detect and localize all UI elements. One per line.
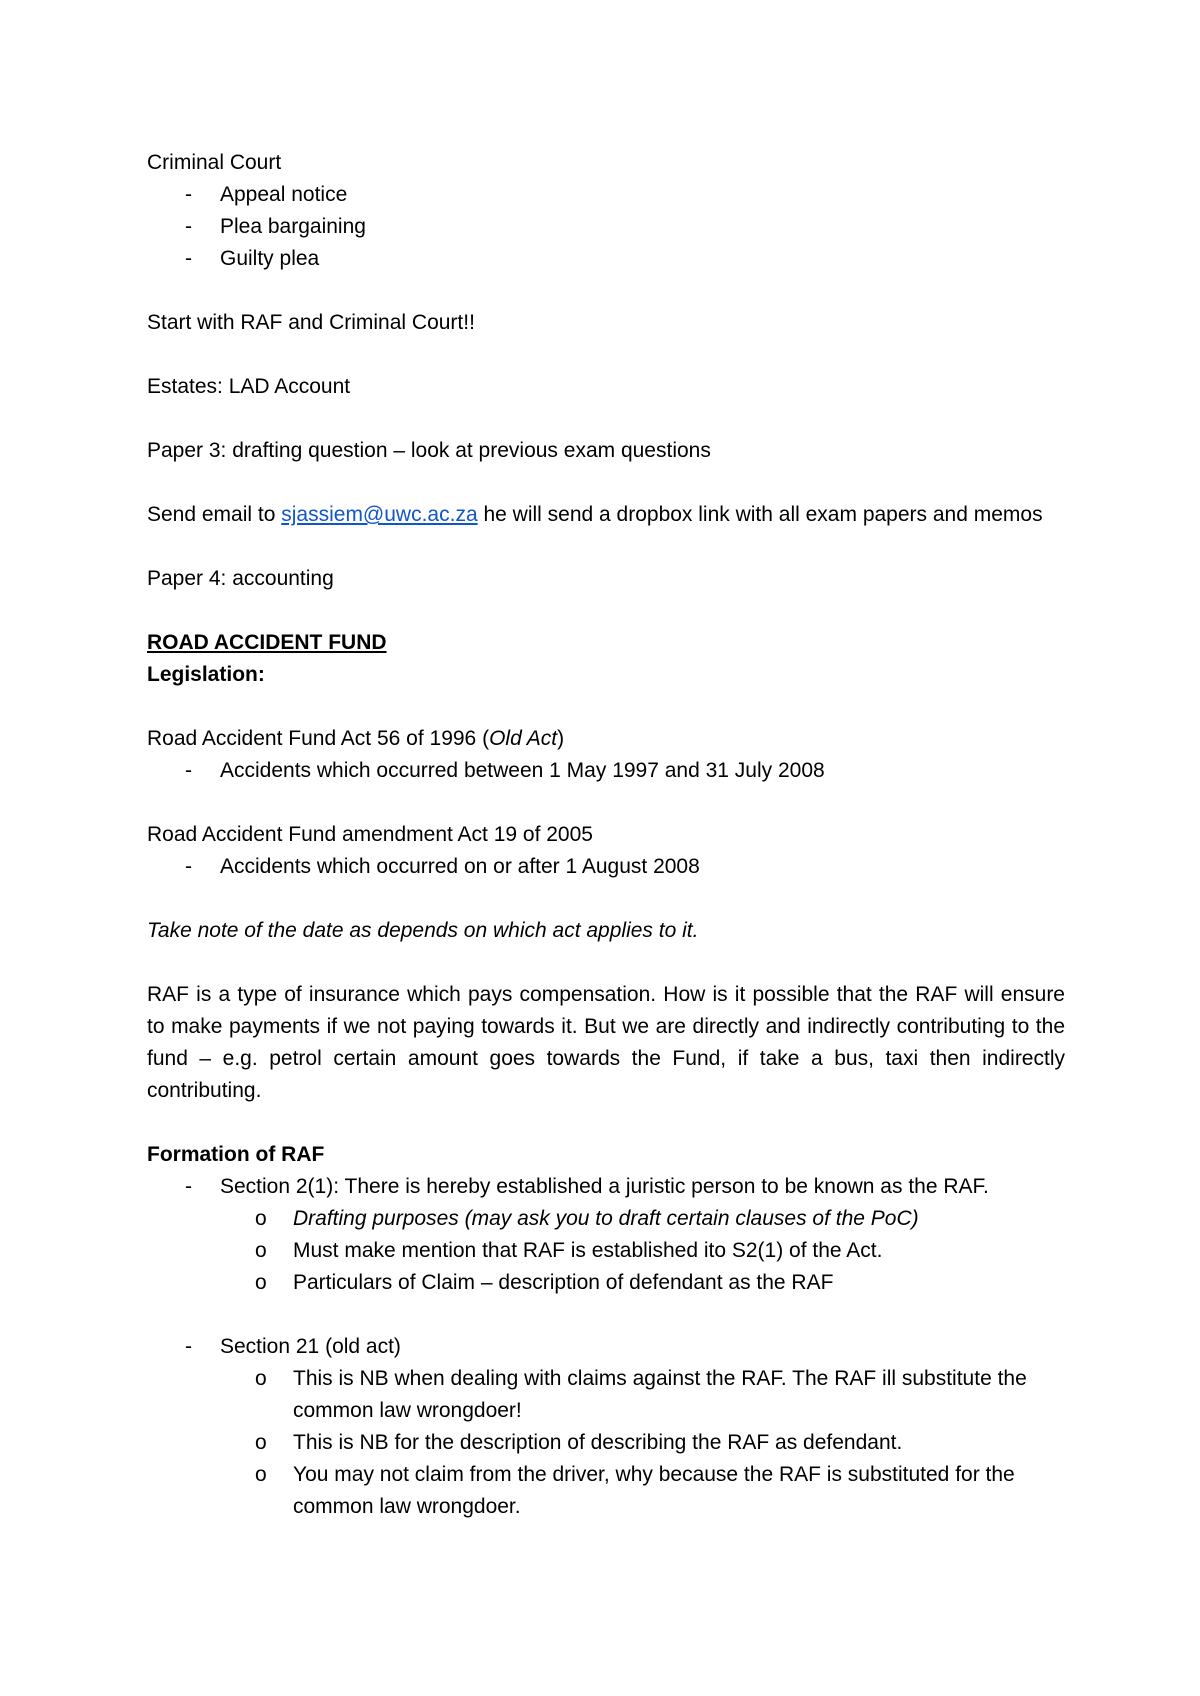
sub-list-item (147, 1427, 1065, 1459)
paper4-line: Paper 4: accounting (147, 567, 334, 590)
sub-list-item-text: Particulars of Claim – description of defendant as the RAF (293, 1271, 834, 1294)
dash-marker: - (185, 215, 192, 238)
circle-marker: o (255, 1271, 267, 1294)
list-item-text: Accidents which occurred between 1 May 1997 and 31 July 2008 (220, 759, 825, 782)
list-item-text: Accidents which occurred on or after 1 August 2008 (220, 855, 700, 878)
sub-list-item (147, 1459, 1065, 1523)
email-text-before: Send email to (147, 503, 282, 526)
list-item (147, 851, 1065, 883)
section21-sublist (147, 1363, 1065, 1523)
list-item (147, 179, 1065, 211)
email-text-after: he will send a dropbox link with all exam papers and memos (477, 503, 1043, 526)
dash-marker: - (185, 183, 192, 206)
criminal-court-list (147, 179, 1065, 275)
email-link[interactable]: sjassiem@uwc.ac.za (281, 503, 478, 526)
amendment-act-list (147, 851, 1065, 883)
dash-marker: - (185, 855, 192, 878)
formation-heading: Formation of RAF (147, 1143, 325, 1166)
document-page (147, 147, 1065, 1523)
old-act-italic: Old Act (489, 727, 558, 750)
start-note: Start with RAF and Criminal Court!! (147, 311, 475, 334)
old-act-title-end: ) (557, 727, 565, 750)
sub-list-item-text: Must make mention that RAF is established ito S2(1) of the Act. (293, 1239, 883, 1262)
sub-list-item (147, 1363, 1065, 1427)
list-item-text: Section 21 (old act) (220, 1335, 401, 1358)
email-paragraph (147, 499, 1065, 531)
list-item (147, 1331, 1065, 1363)
list-item-text: Appeal notice (220, 183, 348, 206)
circle-marker: o (255, 1239, 267, 1262)
estates-line: Estates: LAD Account (147, 375, 351, 398)
dash-marker: - (185, 247, 192, 270)
take-note-line: Take note of the date as depends on which act applies to it. (147, 919, 699, 942)
circle-marker: o (255, 1431, 267, 1454)
dash-marker: - (185, 759, 192, 782)
list-item (147, 211, 1065, 243)
paper3-line: Paper 3: drafting question – look at previous exam questions (147, 439, 711, 462)
criminal-court-heading: Criminal Court (147, 151, 282, 174)
list-item (147, 1171, 1065, 1203)
sub-list-item-text: You may not claim from the driver, why because the RAF is substituted for the common law wrongdoer. (293, 1463, 1015, 1518)
formation-list (147, 1171, 1065, 1203)
sub-list-item-text: This is NB when dealing with claims against the RAF. The RAF ill substitute the common law wrongdoer! (293, 1367, 1027, 1422)
sub-list-item-text: This is NB for the description of describing the RAF as defendant. (293, 1431, 903, 1454)
sub-list-item (147, 1203, 1065, 1235)
circle-marker: o (255, 1367, 267, 1390)
list-item (147, 243, 1065, 275)
list-item-text: Section 2(1): There is hereby established a juristic person to be known as the RAF. (220, 1175, 989, 1198)
old-act-list (147, 755, 1065, 787)
dash-marker: - (185, 1335, 192, 1358)
circle-marker: o (255, 1463, 267, 1486)
section21-list (147, 1331, 1065, 1363)
raf-heading: ROAD ACCIDENT FUND (147, 631, 387, 654)
section2-sublist (147, 1203, 1065, 1299)
list-item (147, 755, 1065, 787)
legislation-label: Legislation: (147, 663, 265, 686)
sub-list-item (147, 1235, 1065, 1267)
dash-marker: - (185, 1175, 192, 1198)
raf-paragraph: RAF is a type of insurance which pays compensation. How is it possible that the RAF will ensure to make payments if we not paying towards it. But we are directly and indirectly contributing to the fund – e.g. petrol certain amount goes towards the Fund, if take a bus, taxi then indirectly contributing. (147, 983, 1065, 1102)
list-item-text: Guilty plea (220, 247, 320, 270)
amendment-act-title: Road Accident Fund amendment Act 19 of 2005 (147, 823, 593, 846)
sub-list-item (147, 1267, 1065, 1299)
sub-list-item-text: Drafting purposes (may ask you to draft certain clauses of the PoC) (293, 1207, 919, 1230)
list-item-text: Plea bargaining (220, 215, 366, 238)
old-act-title-text: Road Accident Fund Act 56 of 1996 ( (147, 727, 490, 750)
circle-marker: o (255, 1207, 267, 1230)
old-act-title (147, 723, 1065, 755)
